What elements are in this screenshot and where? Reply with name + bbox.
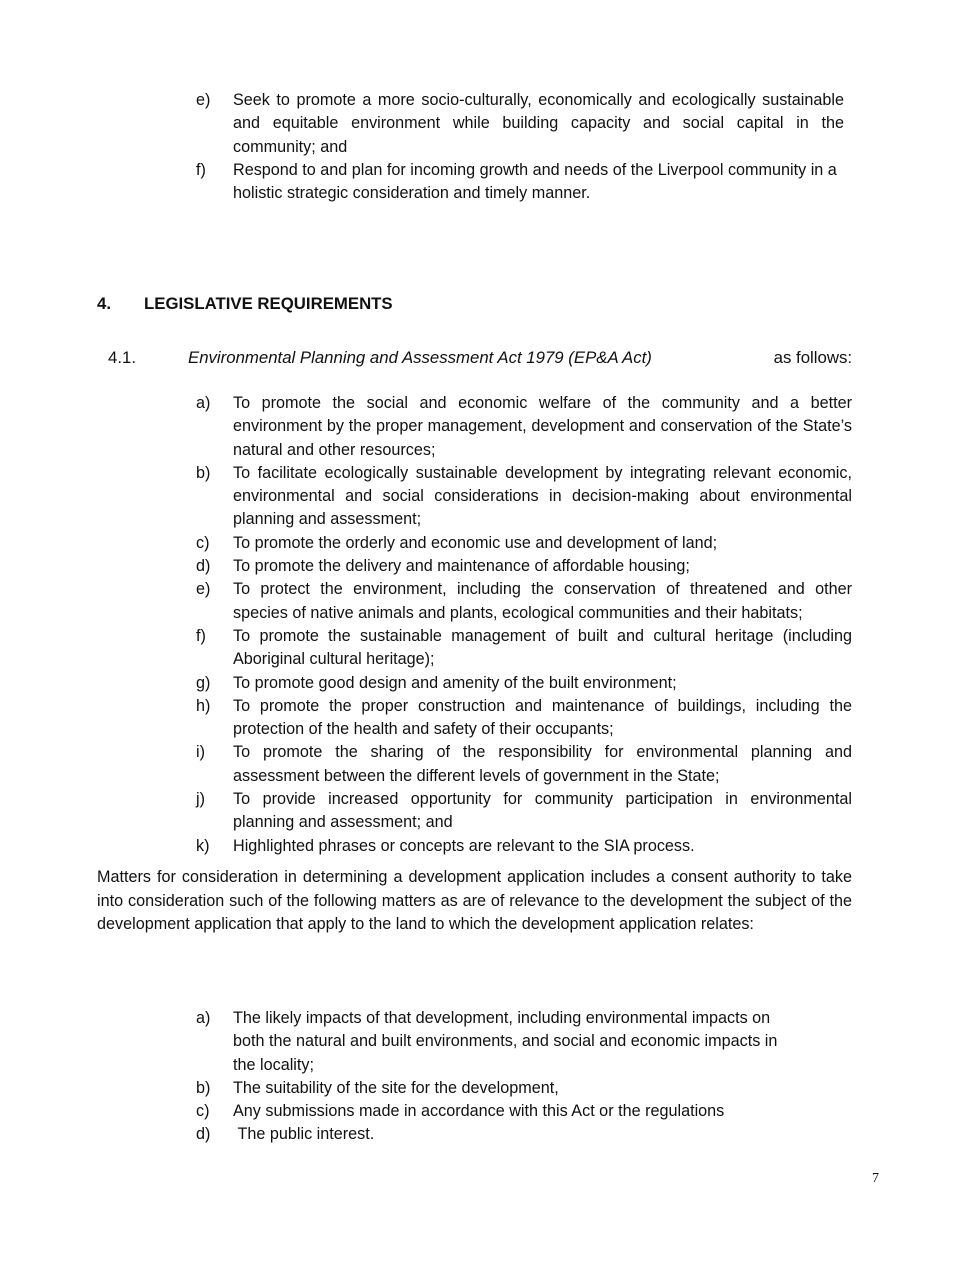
subsection-text <box>188 346 852 369</box>
list-item <box>196 555 852 578</box>
list-item <box>196 392 852 462</box>
list-marker: d) <box>196 557 211 576</box>
list-marker: b) <box>196 1078 211 1097</box>
list-item-text: To provide increased opportunity for community participation in environmental planning and assessment; and <box>233 790 852 832</box>
list-item <box>196 462 852 532</box>
list-marker: e) <box>196 580 211 599</box>
list-item <box>196 1100 796 1123</box>
section-number: 4. <box>97 294 111 313</box>
list-item-text: To promote the sustainable management of built and cultural heritage (including Aboriginal cultural heritage); <box>233 626 852 669</box>
list-item-text: To protect the environment, including the conservation of threatened and other species of native animals and plants, ecological communities and their habitats; <box>233 580 852 622</box>
subsection-number: 4.1. <box>108 348 136 367</box>
list-item <box>196 89 844 159</box>
list-item-text: The suitability of the site for the development, <box>233 1078 559 1097</box>
list-item-text: Respond to and plan for incoming growth and needs of the Liverpool community in a holistic strategic consideration and timely manner. <box>233 160 837 203</box>
list-item-text: The likely impacts of that development, including environmental impacts on both the natural and built environments, and social and economic impacts in the locality; <box>233 1009 778 1074</box>
list-item <box>196 1007 796 1077</box>
list-item <box>196 672 852 695</box>
page-number: 7 <box>872 1171 879 1186</box>
list-item <box>196 625 852 672</box>
list-marker: g) <box>196 673 211 692</box>
list-marker: h) <box>196 696 211 715</box>
list-item-text: To facilitate ecologically sustainable development by integrating relevant economic, environmental and social considerations in decision-making about environmental planning and assessment; <box>233 463 852 529</box>
list-item <box>196 532 852 555</box>
list-item-text: To promote the social and economic welfare of the community and a better environment by the proper management, development and conservation of the State’s natural and other resources; <box>233 394 852 459</box>
list-marker: c) <box>196 1102 210 1121</box>
list-item-text: To promote the sharing of the responsibility for environmental planning and assessment between the different levels of government in the State; <box>233 743 852 785</box>
list-marker: d) <box>196 1125 211 1144</box>
list-item <box>196 695 852 742</box>
list-marker: a) <box>196 1009 211 1027</box>
list-item-text: Highlighted phrases or concepts are relevant to the SIA process. <box>233 836 695 855</box>
section-title: LEGISLATIVE REQUIREMENTS <box>144 294 393 313</box>
list-marker: i) <box>196 743 205 762</box>
act-objects-list <box>196 392 852 858</box>
list-item <box>196 1077 796 1100</box>
act-suffix: as follows: <box>773 348 852 367</box>
list-marker: b) <box>196 463 211 482</box>
list-item-text: To promote good design and amenity of the built environment; <box>233 673 677 692</box>
matters-list <box>196 1007 796 1147</box>
list-marker: f) <box>196 160 206 179</box>
subsection-heading <box>108 346 852 369</box>
section-heading <box>97 294 393 314</box>
list-item <box>196 578 852 625</box>
list-item <box>196 159 844 206</box>
act-name: Environmental Planning and Assessment Act 1979 (EP&A Act) <box>188 348 652 367</box>
list-item-text: Seek to promote a more socio-culturally, economically and ecologically sustainable and equitable environment while building capacity and social capital in the community; and <box>233 91 844 156</box>
matters-paragraph: Matters for consideration in determining a development application includes a consent authority to take into consideration such of the following matters as are of relevance to the development the subject of the development application that apply to the land to which the development application relates: <box>97 868 852 934</box>
list-item-text: Any submissions made in accordance with this Act or the regulations <box>233 1102 725 1121</box>
list-item <box>196 741 852 788</box>
list-marker: a) <box>196 394 211 412</box>
list-marker: c) <box>196 533 210 552</box>
list-item-text: To promote the delivery and maintenance of affordable housing; <box>233 557 690 576</box>
list-marker: j) <box>196 790 205 809</box>
list-item <box>196 1123 796 1146</box>
list-item-text: The public interest. <box>233 1125 375 1144</box>
list-item <box>196 835 852 858</box>
list-marker: e) <box>196 91 211 109</box>
list-item-text: To promote the orderly and economic use and development of land; <box>233 533 718 552</box>
list-item-text: To promote the proper construction and maintenance of buildings, including the protection of the health and safety of their occupants; <box>233 696 852 739</box>
list-marker: k) <box>196 836 210 855</box>
list-marker: f) <box>196 626 206 645</box>
list-item <box>196 788 852 835</box>
top-list <box>196 89 844 205</box>
